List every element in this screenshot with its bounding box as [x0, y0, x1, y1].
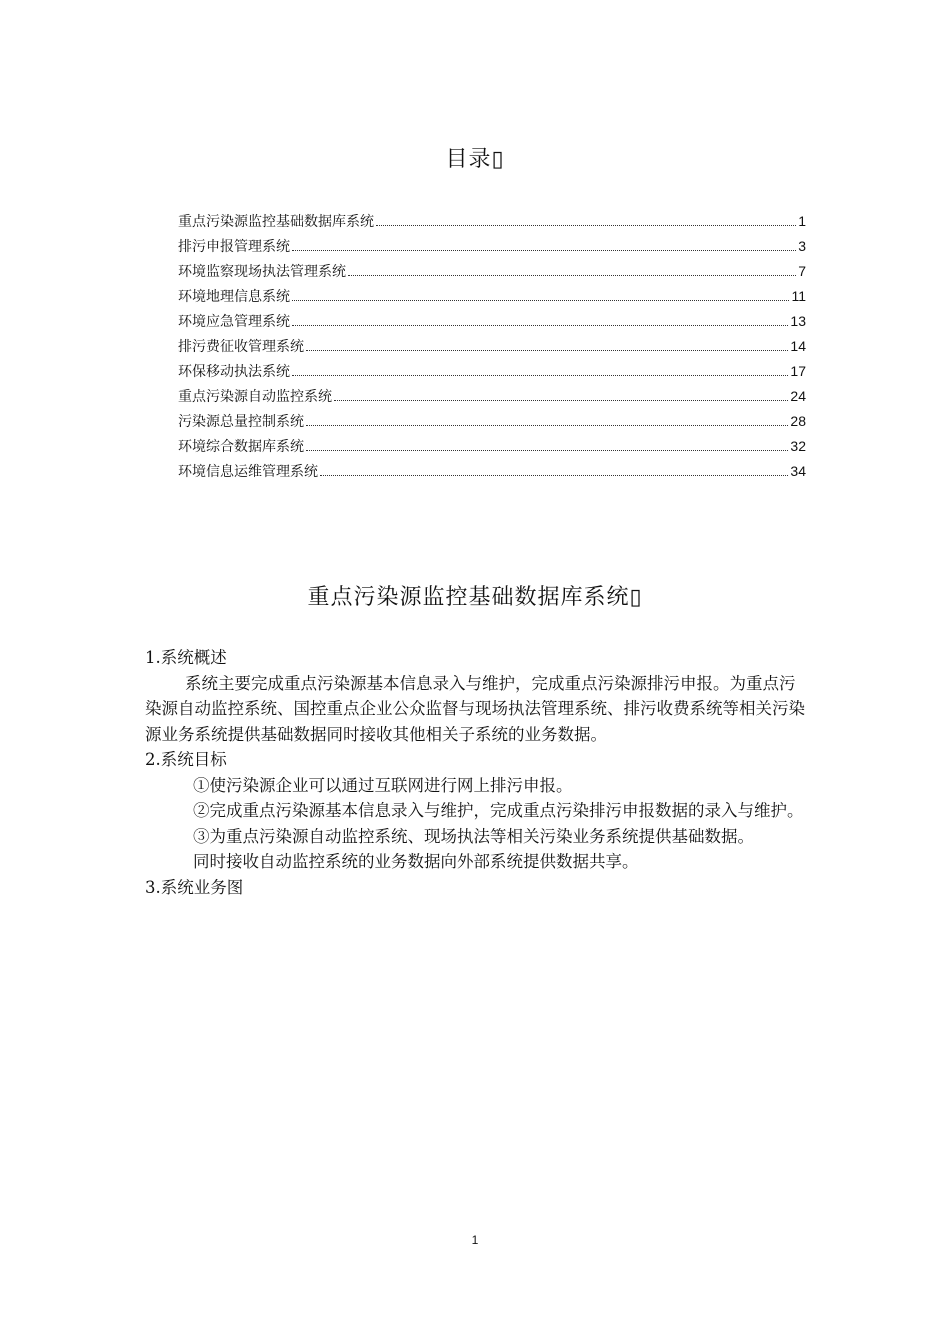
toc-entry-label: 环境应急管理系统 [178, 314, 290, 330]
page-number: 1 [471, 1233, 479, 1247]
toc-entry[interactable] [178, 284, 806, 309]
toc-entry-page: 7 [798, 263, 806, 279]
dot-leader [334, 399, 788, 401]
toc-entry-page: 11 [791, 288, 806, 304]
overview-paragraph: 系统主要完成重点污染源基本信息录入与维护，完成重点污染源排污申报。为重点污染源自动监控系统、国控重点企业公众监督与现场执法管理系统、排污收费系统等相关污染源业务系统提供基础数据同时接收其他相关子系统的业务数据。 [145, 673, 805, 744]
toc-entry-label: 污染源总量控制系统 [178, 414, 304, 430]
heading-business-diagram: 3.系统业务图 [145, 877, 244, 897]
dot-leader [306, 424, 788, 426]
toc-title: 目录▯ [445, 147, 505, 172]
toc-entry-page: 28 [790, 413, 806, 429]
toc-entry-page: 34 [790, 463, 806, 479]
toc-entry-label: 排污申报管理系统 [178, 239, 290, 255]
toc-entry[interactable] [178, 434, 806, 459]
toc-entry[interactable] [178, 459, 806, 484]
dot-leader [292, 299, 789, 301]
toc-entry-label: 环境监察现场执法管理系统 [178, 264, 346, 280]
toc-entry-page: 14 [790, 338, 806, 354]
toc-entry-page: 3 [798, 238, 806, 254]
toc-entry[interactable] [178, 259, 806, 284]
toc-entry[interactable] [178, 334, 806, 359]
toc-entry-page: 13 [790, 313, 806, 329]
toc-entry-label: 重点污染源监控基础数据库系统 [178, 214, 374, 230]
toc-entry[interactable] [178, 234, 806, 259]
toc-entry[interactable] [178, 309, 806, 334]
dot-leader [306, 349, 788, 351]
dot-leader [348, 274, 796, 276]
toc-entry-label: 环保移动执法系统 [178, 364, 290, 380]
goal-item: 同时接收自动监控系统的业务数据向外部系统提供数据共享。 [193, 852, 639, 871]
dot-leader [306, 449, 788, 451]
toc-entry-label: 排污费征收管理系统 [178, 339, 304, 355]
dot-leader [320, 474, 788, 476]
dot-leader [376, 224, 796, 226]
toc-entry-page: 1 [798, 213, 806, 229]
section-body [145, 645, 809, 900]
goal-item: ②完成重点污染源基本信息录入与维护，完成重点污染排污申报数据的录入与维护。 [193, 801, 804, 820]
dot-leader [292, 249, 796, 251]
table-of-contents [178, 209, 806, 484]
toc-entry-label: 环境信息运维管理系统 [178, 464, 318, 480]
toc-entry-page: 24 [790, 388, 806, 404]
goal-item: ①使污染源企业可以通过互联网进行网上排污申报。 [193, 775, 573, 795]
dot-leader [292, 374, 788, 376]
goal-item: ③为重点污染源自动监控系统、现场执法等相关污染业务系统提供基础数据。 [193, 826, 754, 846]
toc-entry-label: 环境地理信息系统 [178, 289, 290, 305]
toc-entry-label: 重点污染源自动监控系统 [178, 389, 332, 405]
section-title: 重点污染源监控基础数据库系统▯ [307, 585, 643, 610]
heading-overview: 1.系统概述 [145, 648, 227, 667]
heading-goals: 2.系统目标 [145, 750, 227, 769]
toc-entry-label: 环境综合数据库系统 [178, 439, 304, 455]
toc-entry[interactable] [178, 409, 806, 434]
toc-entry[interactable] [178, 209, 806, 234]
dot-leader [292, 324, 788, 326]
toc-entry[interactable] [178, 359, 806, 384]
toc-entry[interactable] [178, 384, 806, 409]
toc-entry-page: 17 [790, 363, 806, 379]
toc-entry-page: 32 [790, 438, 806, 454]
